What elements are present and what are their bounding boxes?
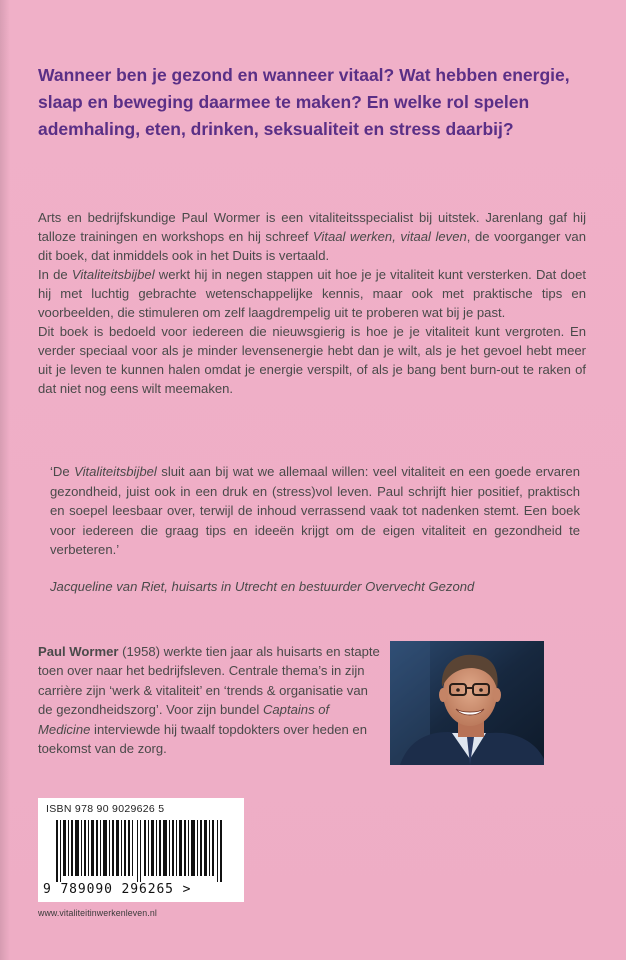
barcode-panel xyxy=(38,798,244,902)
website-url[interactable]: www.vitaliteitinwerkenleven.nl xyxy=(38,908,157,918)
intro-paragraph-3: Dit boek is bedoeld voor iedereen die nieuwsgierig is hoe je je vitaliteit kunt vergroten. En verder speciaal voor als je minder levensenergie hebt dan je wilt, als je het gevoel hebt meer uit je leven te kunnen halen omdat je energie verspilt, of als je bang bent burn-out te raken of dat niet nog eens wilt meemaken. xyxy=(38,324,586,396)
quote-attribution: Jacqueline van Riet, huisarts in Utrecht en bestuurder Overvecht Gezond xyxy=(50,579,475,594)
bio-book-title: Captains of Medicine xyxy=(38,702,330,737)
author-portrait-illustration xyxy=(390,641,544,765)
barcode-digits: 9 789090 296265 > xyxy=(43,882,192,897)
author-photo xyxy=(390,641,544,765)
book-title-vitaliteitsbijbel: Vitaliteitsbijbel xyxy=(71,267,155,282)
review-quote: ‘De Vitaliteitsbijbel sluit aan bij wat we allemaal willen: veel vitaliteit en een goede ervaren gezondheid, juist ook in een druk en (stress)vol leven. Paul schrijft hier positief, praktisch en soepel leesbaar over, terwijl de inhoud verrassend vaak tot nadenken stemt. Een boek voor iedereen die graag tips en ideeën krijgt om de eigen vitaliteit en gezondheid te verbeteren.’ xyxy=(50,464,580,558)
barcode-icon xyxy=(44,820,238,882)
isbn-label: ISBN 978 90 9029626 5 xyxy=(46,803,165,815)
author-bio: Paul Wormer (1958) werkte tien jaar als huisarts en stapte toen over naar het bedrijfsleven. Centrale thema’s in zijn carrière zijn ‘werk & vitaliteit’ en ‘trends & organisatie van de gezondheidszorg’. Voor zijn bundel Captains of Medicine interviewde hij twaalf topdokters over heden en toekomst van de zorg. xyxy=(38,644,380,757)
quote-book-title: Vitaliteitsbijbel xyxy=(74,464,157,479)
headline: Wanneer ben je gezond en wanneer vitaal? Wat hebben energie, slaap en beweging daarmee te maken? En welke rol spelen ademhaling, eten, drinken, seksualiteit en stress daarbij? xyxy=(38,65,570,139)
intro-paragraph-1: Arts en bedrijfskundige Paul Wormer is een vitaliteitsspecialist bij uitstek. Jarenlang gaf hij talloze trainingen en workshops en hij schreef Vitaal werken, vitaal leven, de voorganger van dit boek, dat inmiddels ook in het Duits is vertaald. xyxy=(38,210,586,263)
book-title-vitaal-werken: Vitaal werken, vitaal leven xyxy=(312,229,467,244)
intro-text xyxy=(38,208,586,398)
spine-shadow xyxy=(0,0,10,960)
author-name: Paul Wormer xyxy=(38,644,119,659)
intro-paragraph-2: In de Vitaliteitsbijbel werkt hij in negen stappen uit hoe je je vitaliteit kunt versterken. Dat doet hij met luchtig gebrachte wetenschappelijke kennis, maar ook met praktische tips en voorbeelden, die stimuleren om zelf laagdrempelig uit te proberen wat bij je past. xyxy=(38,267,586,320)
